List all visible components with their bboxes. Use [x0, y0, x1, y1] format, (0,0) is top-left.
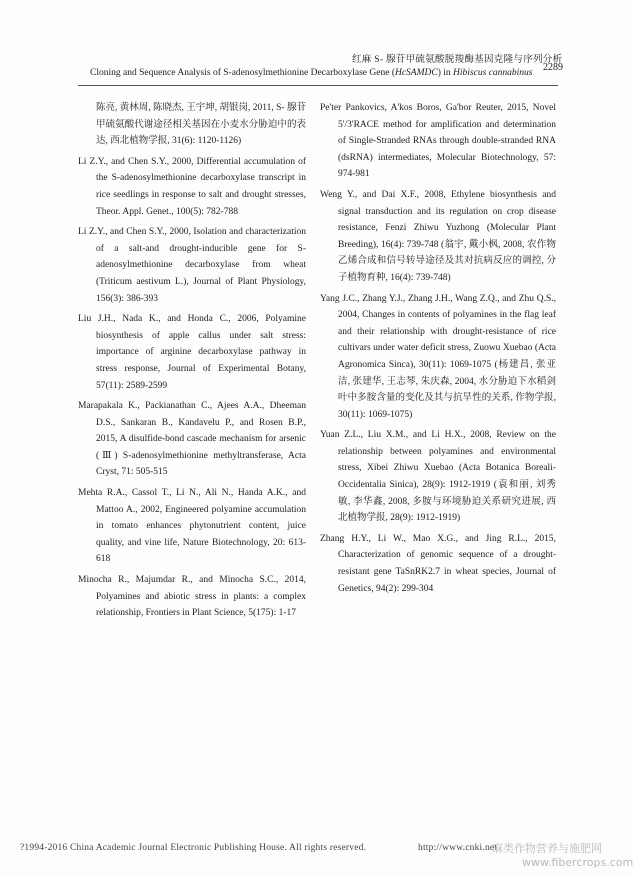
running-header-english	[90, 68, 532, 78]
running-header-chinese: 红麻 S- 腺苷甲硫氨酸脱羧酶基因克隆与序列分析	[352, 55, 563, 65]
header-title-prefix: Cloning and Sequence Analysis of S-adenosylmethionine Decarboxylase Gene (	[90, 68, 395, 78]
reference-entry: Minocha R., Majumdar R., and Minocha S.C., 2014, Polyamines and abiotic stress in plants: a complex relationship, Frontiers in Plant Science, 5(175): 1-17	[78, 575, 306, 619]
copyright-footer	[20, 843, 498, 853]
reference-entry: Marapakala K., Packianathan C., Ajees A.A., Dheeman D.S., Sankaran B., Kandavelu P., and Rosen B.P., 2015, A disulfide-bond cascade mechanism for arsenic (Ⅲ) S-adenosylmethionine methyltransferase, Acta Cryst, 71: 505-515	[78, 401, 306, 478]
reference-entry: Yuan Z.L., Liu X.M., and Li H.X., 2008, Review on the relationship between polyamines and environmental stress, Xibei Zhiwu Xuebao (Acta Botanica Boreali-Occidentalia Sinica), 28(9): 1912-1919 (袁和丽, 刘秀敏, 李华鑫, 2008, 多胺与环境胁迫关系研究进展, 西北植物学报, 28(9): 1912-1919)	[320, 430, 556, 524]
reference-entry: Weng Y., and Dai X.F., 2008, Ethylene biosynthesis and signal transduction and its regulation on crop disease resistance, Fenzi Zhiwu Yuzhong (Molecular Plant Breeding), 16(4): 739-748 (翁宇, 戴小枫, 2008, 农作物乙烯合成和信号转导途径及其对抗病反应的调控, 分子植物育种, 16(4): 739-748)	[320, 189, 556, 283]
reference-entry: Pe'ter Pankovics, A'kos Boros, Ga'bor Reuter, 2015, Novel 5'/3'RACE method for amplification and determination of Single-Stranded RNAs through double-stranded RNA (dsRNA) intermediates, Molecular Biotechnology, 57: 974-981	[320, 103, 556, 180]
references-left-column	[78, 100, 306, 626]
reference-entry: Yang J.C., Zhang Y.J., Zhang J.H., Wang Z.Q., and Zhu Q.S., 2004, Changes in contents of polyamines in the flag leaf and their relationship with drought-resistance of rice cultivars under water deficit stress, Zuowu Xuebao (Acta Agronomica Sinca), 30(11): 1069-1075 (杨建昌, 张亚洁, 张建华, 王志琴, 朱庆森, 2004, 水分胁迫下水稻剑叶中多胺含量的变化及其与抗旱性的关系, 作物学报, 30(11): 1069-1075)	[320, 293, 556, 420]
footer-url-link[interactable]: http://www.cnki.net	[418, 843, 498, 853]
copyright-text: ?1994-2016 China Academic Journal Electronic Publishing House. All rights reserved.	[20, 843, 367, 853]
reference-entry: Liu J.H., Nada K., and Honda C., 2006, Polyamine biosynthesis of apple callus under salt stress: importance of arginine decarboxylase pathway in stress response, Journal of Experimental Botany, 57(11): 2589-2599	[78, 314, 306, 391]
header-title-mid: ) in	[437, 68, 454, 78]
references-right-column	[320, 100, 556, 601]
reference-entry: Mehta R.A., Cassol T., Li N., Ali N., Handa A.K., and Mattoo A., 2002, Engineered polyamine accumulation in tomato enhances phytonutrient content, juice quality, and vine life, Nature Biotechnology, 20: 613-618	[78, 488, 306, 565]
watermark-chinese: 麻类作物营养与施肥网	[492, 842, 602, 855]
header-divider	[78, 85, 558, 86]
reference-entry: Zhang H.Y., Li W., Mao X.G., and Jing R.L., 2015, Characterization of genomic sequence of a drought-resistant gene TaSnRK2.7 in wheat species, Journal of Genetics, 94(2): 299-304	[320, 533, 556, 594]
watermark-url: www.fibercrops.com	[522, 856, 633, 869]
reference-entry: Li Z.Y., and Chen S.Y., 2000, Differential accumulation of the S-adenosylmethionine decarboxylase transcript in rice seedlings in response to salt and drought stresses, Theor. Appl. Genet., 100(5): 782-788	[78, 156, 306, 217]
header-species-name: Hibiscus cannabinus	[453, 68, 533, 78]
reference-entry: 陈亮, 黄林周, 陈晓杰, 王宇坤, 胡银岗, 2011, S- 腺苷甲硫氨酸代谢途径相关基因在小麦水分胁迫中的表达, 西北植物学报, 31(6): 1120-1126)	[96, 103, 306, 147]
reference-entry: Li Z.Y., and Chen S.Y., 2000, Isolation and characterization of a salt-and drought-inducible gene for S-adenosylmethionine decarboxylase from wheat (Triticum aestivum L.), Journal of Plant Physiology, 156(3): 386-393	[78, 227, 306, 304]
header-gene-name: HcSAMDC	[394, 68, 438, 78]
page-number: 2289	[543, 62, 563, 73]
